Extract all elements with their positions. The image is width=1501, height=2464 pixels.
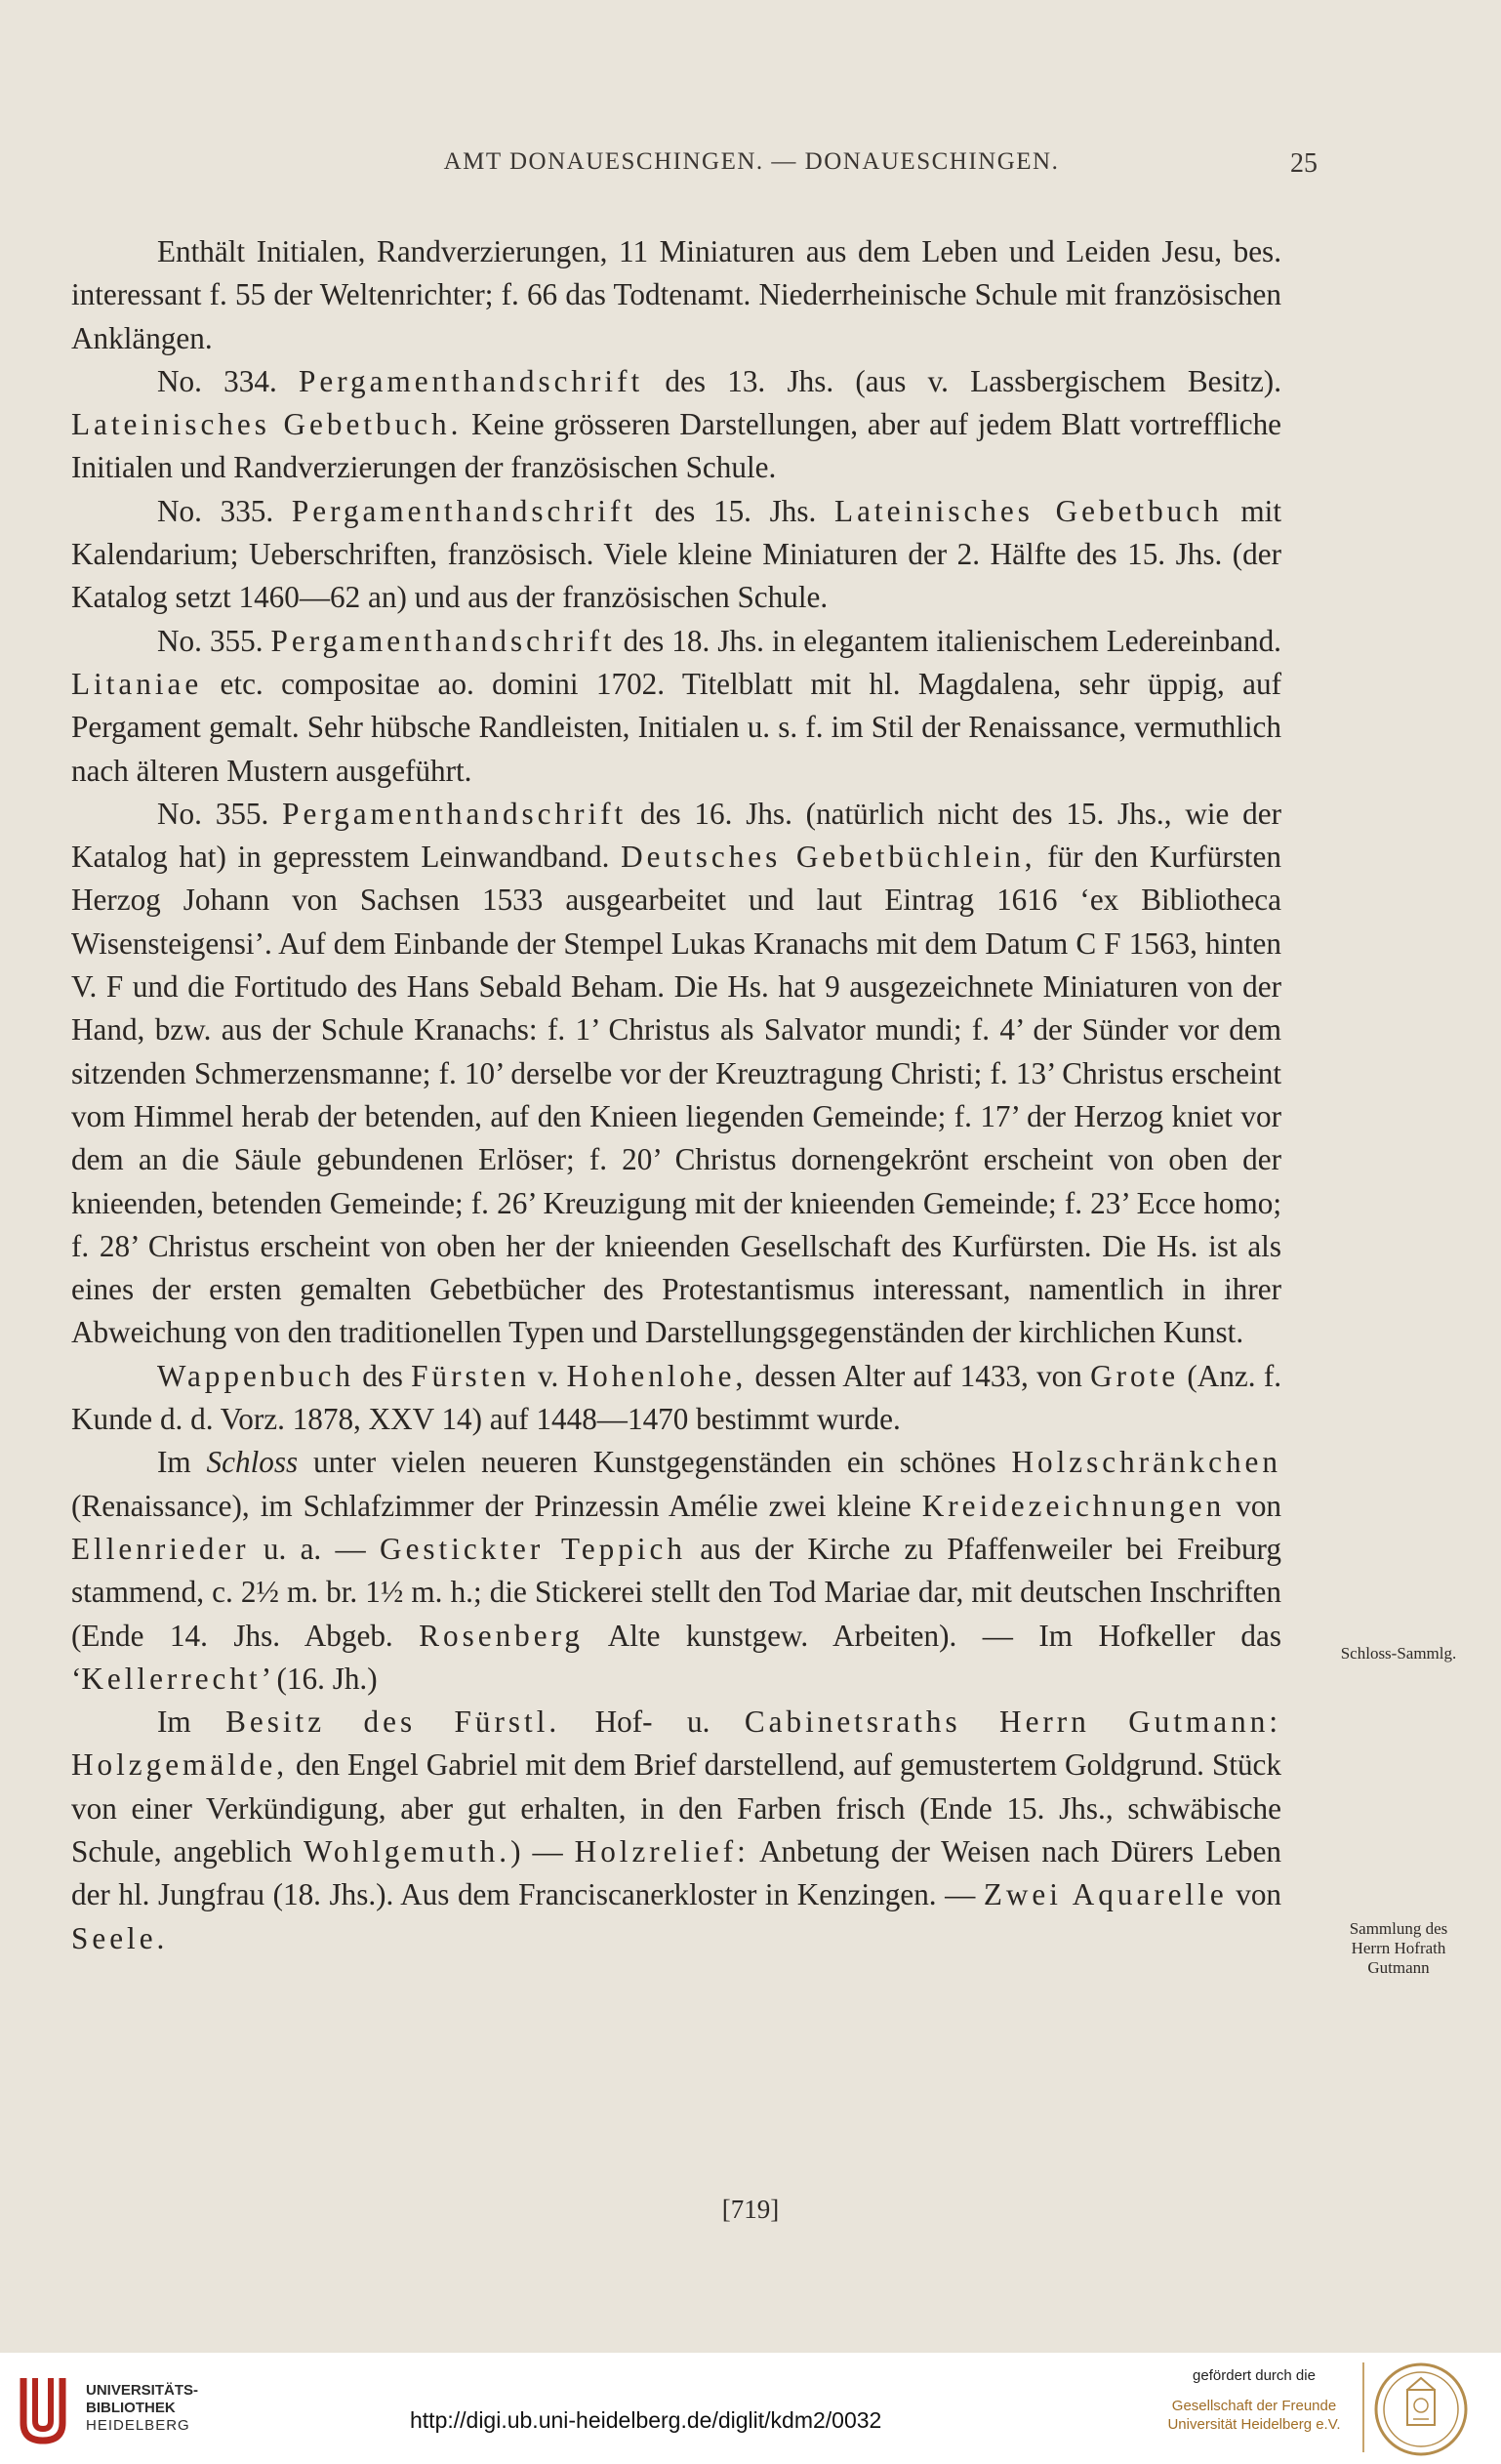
spaced-term: Holzschränkchen bbox=[1011, 1445, 1281, 1480]
text-run: Im bbox=[157, 1704, 226, 1740]
text-run: No. 355. bbox=[157, 623, 271, 658]
spaced-term: Pergamenthandschrift bbox=[282, 796, 628, 831]
spaced-term: Litaniae bbox=[71, 666, 203, 701]
permalink-url[interactable]: http://digi.ub.uni-heidelberg.de/diglit/kdm2/0032 bbox=[410, 2407, 882, 2433]
text-run: No. 334. bbox=[157, 363, 300, 398]
paragraph-1: Enthält Initialen, Randverzierungen, 11 Miniaturen aus dem Leben und Leiden Jesu, bes. interessant f. 55 der Weltenrichter; f. 66 das Todtenamt. Niederrheinische Schule mit französischen Anklängen. bbox=[71, 234, 1281, 355]
text-run: des 16. Jhs. (natürlich nicht des 15. Jhs., wie der Katalog hat) in gepresstem Leinwandband. bbox=[71, 796, 1281, 875]
text-run: u. a. — bbox=[249, 1531, 381, 1566]
spaced-term: Lateinisches Gebetbuch bbox=[834, 493, 1223, 528]
running-head: AMT DONAUESCHINGEN. — DONAUESCHINGEN. bbox=[443, 148, 1060, 175]
text-run: des 18. Jhs. in elegantem italienischem Ledereinband. bbox=[615, 623, 1281, 658]
text-run: etc. compositae ao. domini 1702. Titelblatt mit hl. Magdalena, sehr üppig, auf Pergament gemalt. Sehr hübsche Randleisten, Initialen u. s. f. im Stil der Renaissance, vermuthlich nach älteren Mustern ausgeführt. bbox=[71, 666, 1281, 788]
margin-note-schloss: Schloss-Sammlg. bbox=[1340, 1644, 1457, 1663]
funder-name: Gesellschaft der Freunde bbox=[1171, 2398, 1337, 2414]
body-text bbox=[71, 230, 1281, 1960]
library-name-line: HEIDELBERG bbox=[86, 2417, 190, 2434]
text-run: aus der Kirche zu Pfaffenweiler bei Freiburg stammend, c. 2½ m. br. 1½ m. h.; die Stickerei stellt den Tod Mariae dar, mit deutschen Inschriften (Ende 14. Jhs. Abgeb. bbox=[71, 1531, 1281, 1653]
text-run: Anbetung der Weisen nach Dürers Leben der hl. Jungfrau (18. Jhs.). Aus dem Franciscanerkloster in Kenzingen. — bbox=[71, 1833, 1282, 1912]
text-run: Alte kunstgew. Arbeiten). — Im Hofkeller das ‘ bbox=[71, 1618, 1281, 1696]
spaced-term: Hohenlohe, bbox=[566, 1358, 748, 1393]
text-run: v. bbox=[529, 1358, 567, 1393]
text-run: für den Kurfürsten Herzog Johann von Sachsen 1533 ausgearbeitet und laut Eintrag 1616 ‘ex Bibliotheca Wisensteigensi’. Auf dem Einbande der Stempel Lukas Kranachs mit dem Datum C F 1563, hinten V. F und die Fortitudo des Hans Sebald Beham. Die Hs. hat 9 ausgezeichnete Miniaturen von der Hand, bzw. aus der Schule Kranachs: f. 1’ Christus als Salvator mundi; f. 4’ der Sünder vor dem sitzenden Schmerzensmanne; f. 10’ derselbe vor der Kreuztragung Christi; f. 13’ Christus erscheint vom Himmel herab der betenden, auf den Knieen liegenden Gemeinde; f. 17’ der Herzog kniet vor dem an die Säule gebundenen Erlöser; f. 20’ Christus dornengekrönt erscheint von oben der knieenden, betenden Gemeinde; f. 26’ Kreuzigung mit der knieenden Gemeinde; f. 23’ Ecce homo; f. 28’ Christus erscheint von oben her der knieenden Gesellschaft des Kurfürsten. Die Hs. ist als eines der ersten gemalten Gebetbücher des Protestantismus interessant, namentlich in ihrer Abweichung von den traditionellen Typen und Darstellungsgegenständen der kirchlichen Kunst. bbox=[71, 840, 1281, 1350]
margin-note-line: Herrn Hofrath bbox=[1351, 1939, 1446, 1957]
spaced-term: Pergamenthandschrift bbox=[291, 493, 636, 528]
paragraph-schloss bbox=[71, 1441, 1281, 1701]
spaced-term: Gestickter Teppich bbox=[380, 1531, 686, 1566]
spaced-term: Cabinetsraths Herrn Gutmann: bbox=[744, 1704, 1281, 1740]
text-run: Hof- u. bbox=[560, 1704, 745, 1740]
spaced-term: Fürsten bbox=[411, 1358, 530, 1393]
funder-name: Universität Heidelberg e.V. bbox=[1167, 2416, 1341, 2433]
library-name-line: UNIVERSITÄTS- bbox=[86, 2382, 199, 2399]
library-name bbox=[86, 2382, 198, 2435]
university-library-logo-icon bbox=[18, 2372, 68, 2446]
text-run: (Renaissance), im Schlafzimmer der Prinzessin Amélie zwei kleine bbox=[71, 1488, 922, 1523]
text-run: No. 355. bbox=[157, 796, 283, 831]
text-run: No. 335. bbox=[157, 493, 292, 528]
text-run: ’ (16. Jh.) bbox=[261, 1661, 378, 1696]
paragraph-no-355-b bbox=[71, 793, 1281, 1355]
text-run: mit Kalendarium; Ueberschriften, französisch. Viele kleine Miniaturen der 2. Hälfte des 15. Jhs. (der Katalog setzt 1460—62 an) und aus der französischen Schule. bbox=[71, 493, 1281, 615]
text-run: unter vielen neueren Kunstgegenständen ein schönes bbox=[298, 1445, 1012, 1480]
spaced-term: Grote bbox=[1090, 1358, 1180, 1393]
text-run: (Anz. f. Kunde d. d. Vorz. 1878, XXV 14) auf 1448—1470 bestimmt wurde. bbox=[71, 1358, 1281, 1437]
spaced-term: Kreidezeichnungen bbox=[921, 1488, 1226, 1523]
text-run: von bbox=[1225, 1488, 1282, 1523]
margin-note-gutmann bbox=[1306, 1919, 1491, 1978]
paragraph-no-355-a bbox=[71, 620, 1281, 793]
page-number: 25 bbox=[1290, 148, 1318, 179]
margin-note-line: Gutmann bbox=[1367, 1958, 1430, 1977]
footer-bar bbox=[0, 2353, 1501, 2464]
spaced-term: Pergamenthandschrift bbox=[270, 623, 616, 658]
text-run: Keine grösseren Darstellungen, aber auf jedem Blatt vortreffliche Initialen und Randverzierungen der französischen Schule. bbox=[71, 407, 1281, 485]
spaced-term: Seele. bbox=[71, 1920, 169, 1955]
paragraph-no-335 bbox=[71, 490, 1281, 620]
funding-note bbox=[1152, 2366, 1357, 2434]
spaced-term: Deutsches Gebetbüchlein, bbox=[621, 840, 1036, 875]
text-run: des bbox=[354, 1358, 412, 1393]
text-run: dessen Alter auf 1433, von bbox=[747, 1358, 1091, 1393]
text-run: ) — bbox=[510, 1833, 575, 1869]
library-name-line: BIBLIOTHEK bbox=[86, 2400, 176, 2416]
spaced-term: Besitz des Fürstl. bbox=[225, 1704, 561, 1740]
spaced-term: Kellerrecht bbox=[81, 1661, 262, 1696]
text-run: Im bbox=[157, 1445, 207, 1480]
margin-note-line: Sammlung des bbox=[1349, 1919, 1448, 1938]
spaced-term: Wohlgemuth. bbox=[303, 1833, 511, 1869]
text-run: des 13. Jhs. (aus v. Lassbergischem Besitz). bbox=[643, 363, 1281, 398]
signature-mark: [719] bbox=[721, 2195, 780, 2224]
spaced-term: Ellenrieder bbox=[71, 1531, 250, 1566]
spaced-term: Zwei Aquarelle bbox=[983, 1877, 1228, 1912]
paragraph-gutmann bbox=[71, 1701, 1281, 1960]
footer-divider bbox=[1362, 2362, 1364, 2452]
paragraph-no-334 bbox=[71, 360, 1281, 490]
text-run: von bbox=[1227, 1877, 1282, 1912]
spaced-term: Wappenbuch bbox=[157, 1358, 355, 1393]
spaced-term: Holzgemälde, bbox=[71, 1747, 289, 1783]
spaced-term: Rosenberg bbox=[419, 1618, 585, 1653]
funded-by-label: gefördert durch die bbox=[1193, 2367, 1316, 2384]
spaced-term: Holzrelief: bbox=[574, 1833, 750, 1869]
paragraph-wappenbuch bbox=[71, 1355, 1281, 1442]
text-run: den Engel Gabriel mit dem Brief darstellend, auf gemustertem Goldgrund. Stück von einer Verkündigung, aber gut erhalten, in den Farben frisch (Ende 15. Jhs., schwäbische Schule, angeblich bbox=[71, 1747, 1281, 1869]
spaced-term: Pergamenthandschrift bbox=[299, 363, 644, 398]
text-run: des 15. Jhs. bbox=[636, 493, 835, 528]
university-seal-icon bbox=[1372, 2361, 1470, 2458]
italic-term: Schloss bbox=[206, 1445, 299, 1480]
spaced-term: Lateinisches Gebetbuch. bbox=[71, 407, 463, 442]
